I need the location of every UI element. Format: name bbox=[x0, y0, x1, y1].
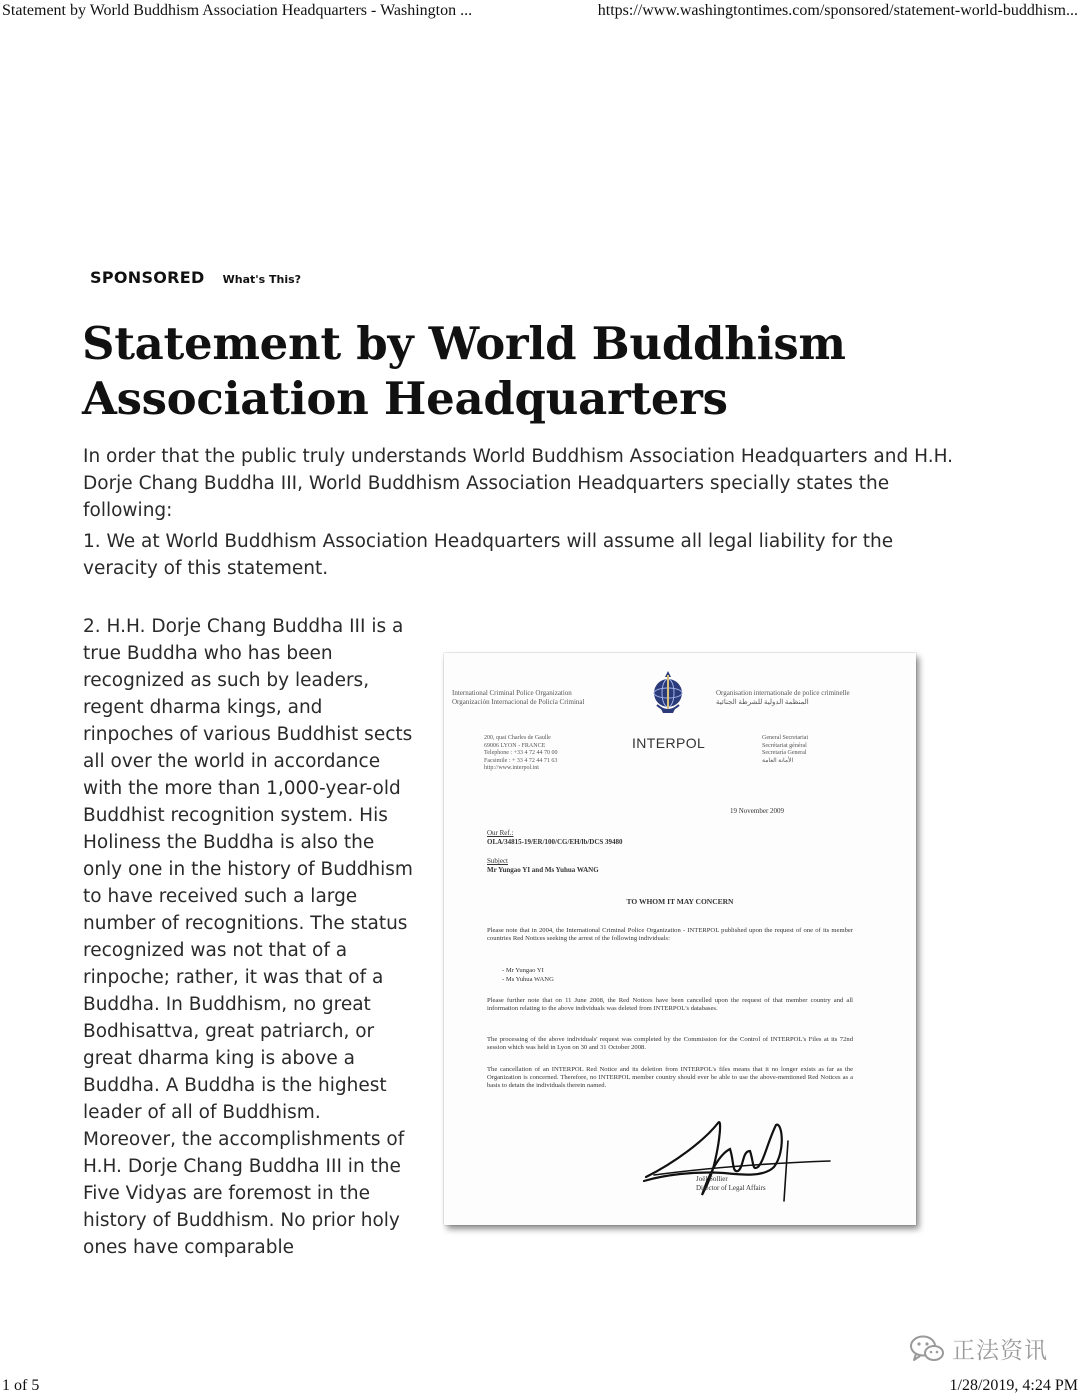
print-header bbox=[0, 0, 1080, 24]
letter-names-list: - Mr Yungao YI - Ms Yuhua WANG bbox=[502, 967, 554, 983]
page-number: 1 of 5 bbox=[2, 1377, 40, 1394]
letter-interpol-title: INTERPOL bbox=[632, 735, 706, 751]
point-2-paragraph: 2. H.H. Dorje Chang Buddha III is a true Buddha who has been recognized as such by leaders, regent dharma kings, and rinpoches of various Buddhist sects all over the world in accordance with the more than 1,000-year-old Buddhist recognition system. His Holiness the Buddha is also the only one in the history of Buddhism to have received such a large number of recognitions. The status recognized was not that of a rinpoche; rather, it was that of a Buddha. In Buddhism, no great Bodhisattva, great patriarch, or great dharma king is above a Buddha. A Buddha is the highest leader of all of Buddhism. Moreover, the accomplishments of H.H. Dorje Chang Buddha III in the Five Vidyas are foremost in the history of Buddhism. No prior holy ones have comparable bbox=[83, 616, 413, 1258]
sponsored-row bbox=[90, 268, 301, 292]
letter-date: 19 November 2009 bbox=[730, 807, 785, 815]
intro-paragraph: In order that the public truly understands World Buddhism Association Headquarters and H.H. Dorje Chang Buddha III, World Buddhism Association Headquarters specially states the following: bbox=[83, 446, 954, 521]
whats-this-link[interactable]: What's This? bbox=[222, 273, 302, 286]
letter-address: 200, quai Charles de Gaulle 69006 LYON - FRANCE Telephone : +33 4 72 44 70 00 Facsimile : + 33 4 72 44 71 63 http://www.interpol.int bbox=[484, 735, 558, 771]
letter-concern-heading: TO WHOM IT MAY CONCERN bbox=[626, 897, 734, 906]
letter-body-paragraph: The processing of the above individuals' request was completed by the Commission for the Control of INTERPOL's Files at its 72nd session which was held in Lyon on 30 and 31 October 2008. bbox=[487, 1036, 853, 1052]
print-datetime: 1/28/2019, 4:24 PM bbox=[949, 1377, 1078, 1394]
letter-body-paragraph: The cancellation of an INTERPOL Red Notice and its deletion from INTERPOL's files means that it no longer exists as far as the Organization is concerned. Therefore, no INTERPOL member country should ever be able to use the above-mentioned Red Notices as a basis to detain the individuals therein named. bbox=[487, 1066, 853, 1090]
letter-body-paragraph: Please note that in 2004, the International Criminal Police Organization - INTERPOL published upon the request of one of its member countries Red Notices seeking the arrest of the following individuals: bbox=[487, 927, 853, 943]
sponsored-label: SPONSORED bbox=[90, 268, 205, 287]
letter-signer: Joël Sollier Director of Legal Affairs bbox=[696, 1175, 766, 1192]
print-page-title: Statement by World Buddhism Association Headquarters - Washington ... bbox=[2, 2, 473, 19]
letter-subject: Subject Mr Yungao YI and Ms Yuhua WANG bbox=[487, 857, 599, 874]
letter-org-name-left: International Criminal Police Organization Organización Internacional de Policía Criminal bbox=[452, 689, 585, 706]
watermark-text: 正法资讯 bbox=[952, 1338, 1048, 1364]
letter-org-name-right: Organisation internationale de police criminelle المنظمة الدولية للشرطة الجنائية bbox=[716, 689, 850, 706]
interpol-letter-image bbox=[444, 653, 916, 1225]
letter-secretariat: General Secretariat Secrétariat général Secretaría General الأمانة العامة bbox=[762, 735, 809, 764]
article-headline: Statement by World Buddhism Association Headquarters bbox=[82, 317, 846, 425]
print-footer bbox=[0, 1375, 1080, 1397]
interpol-emblem-icon bbox=[649, 669, 687, 717]
watermark bbox=[910, 1332, 1048, 1365]
print-url[interactable]: https://www.washingtontimes.com/sponsored/statement-world-buddhism... bbox=[597, 2, 1078, 19]
letter-body-paragraph: Please further note that on 11 June 2008, the Red Notices have been cancelled upon the request of that member country and all information relating to the above individuals was deleted from INTERPOL's databases. bbox=[487, 997, 853, 1013]
point-1-paragraph: 1. We at World Buddhism Association Headquarters will assume all legal liability for the veracity of this statement. bbox=[83, 531, 894, 579]
wechat-icon bbox=[910, 1335, 944, 1363]
letter-reference: Our Ref.: OLA/34815-19/ER/100/CG/EH/lb/DCS 39480 bbox=[487, 829, 623, 846]
